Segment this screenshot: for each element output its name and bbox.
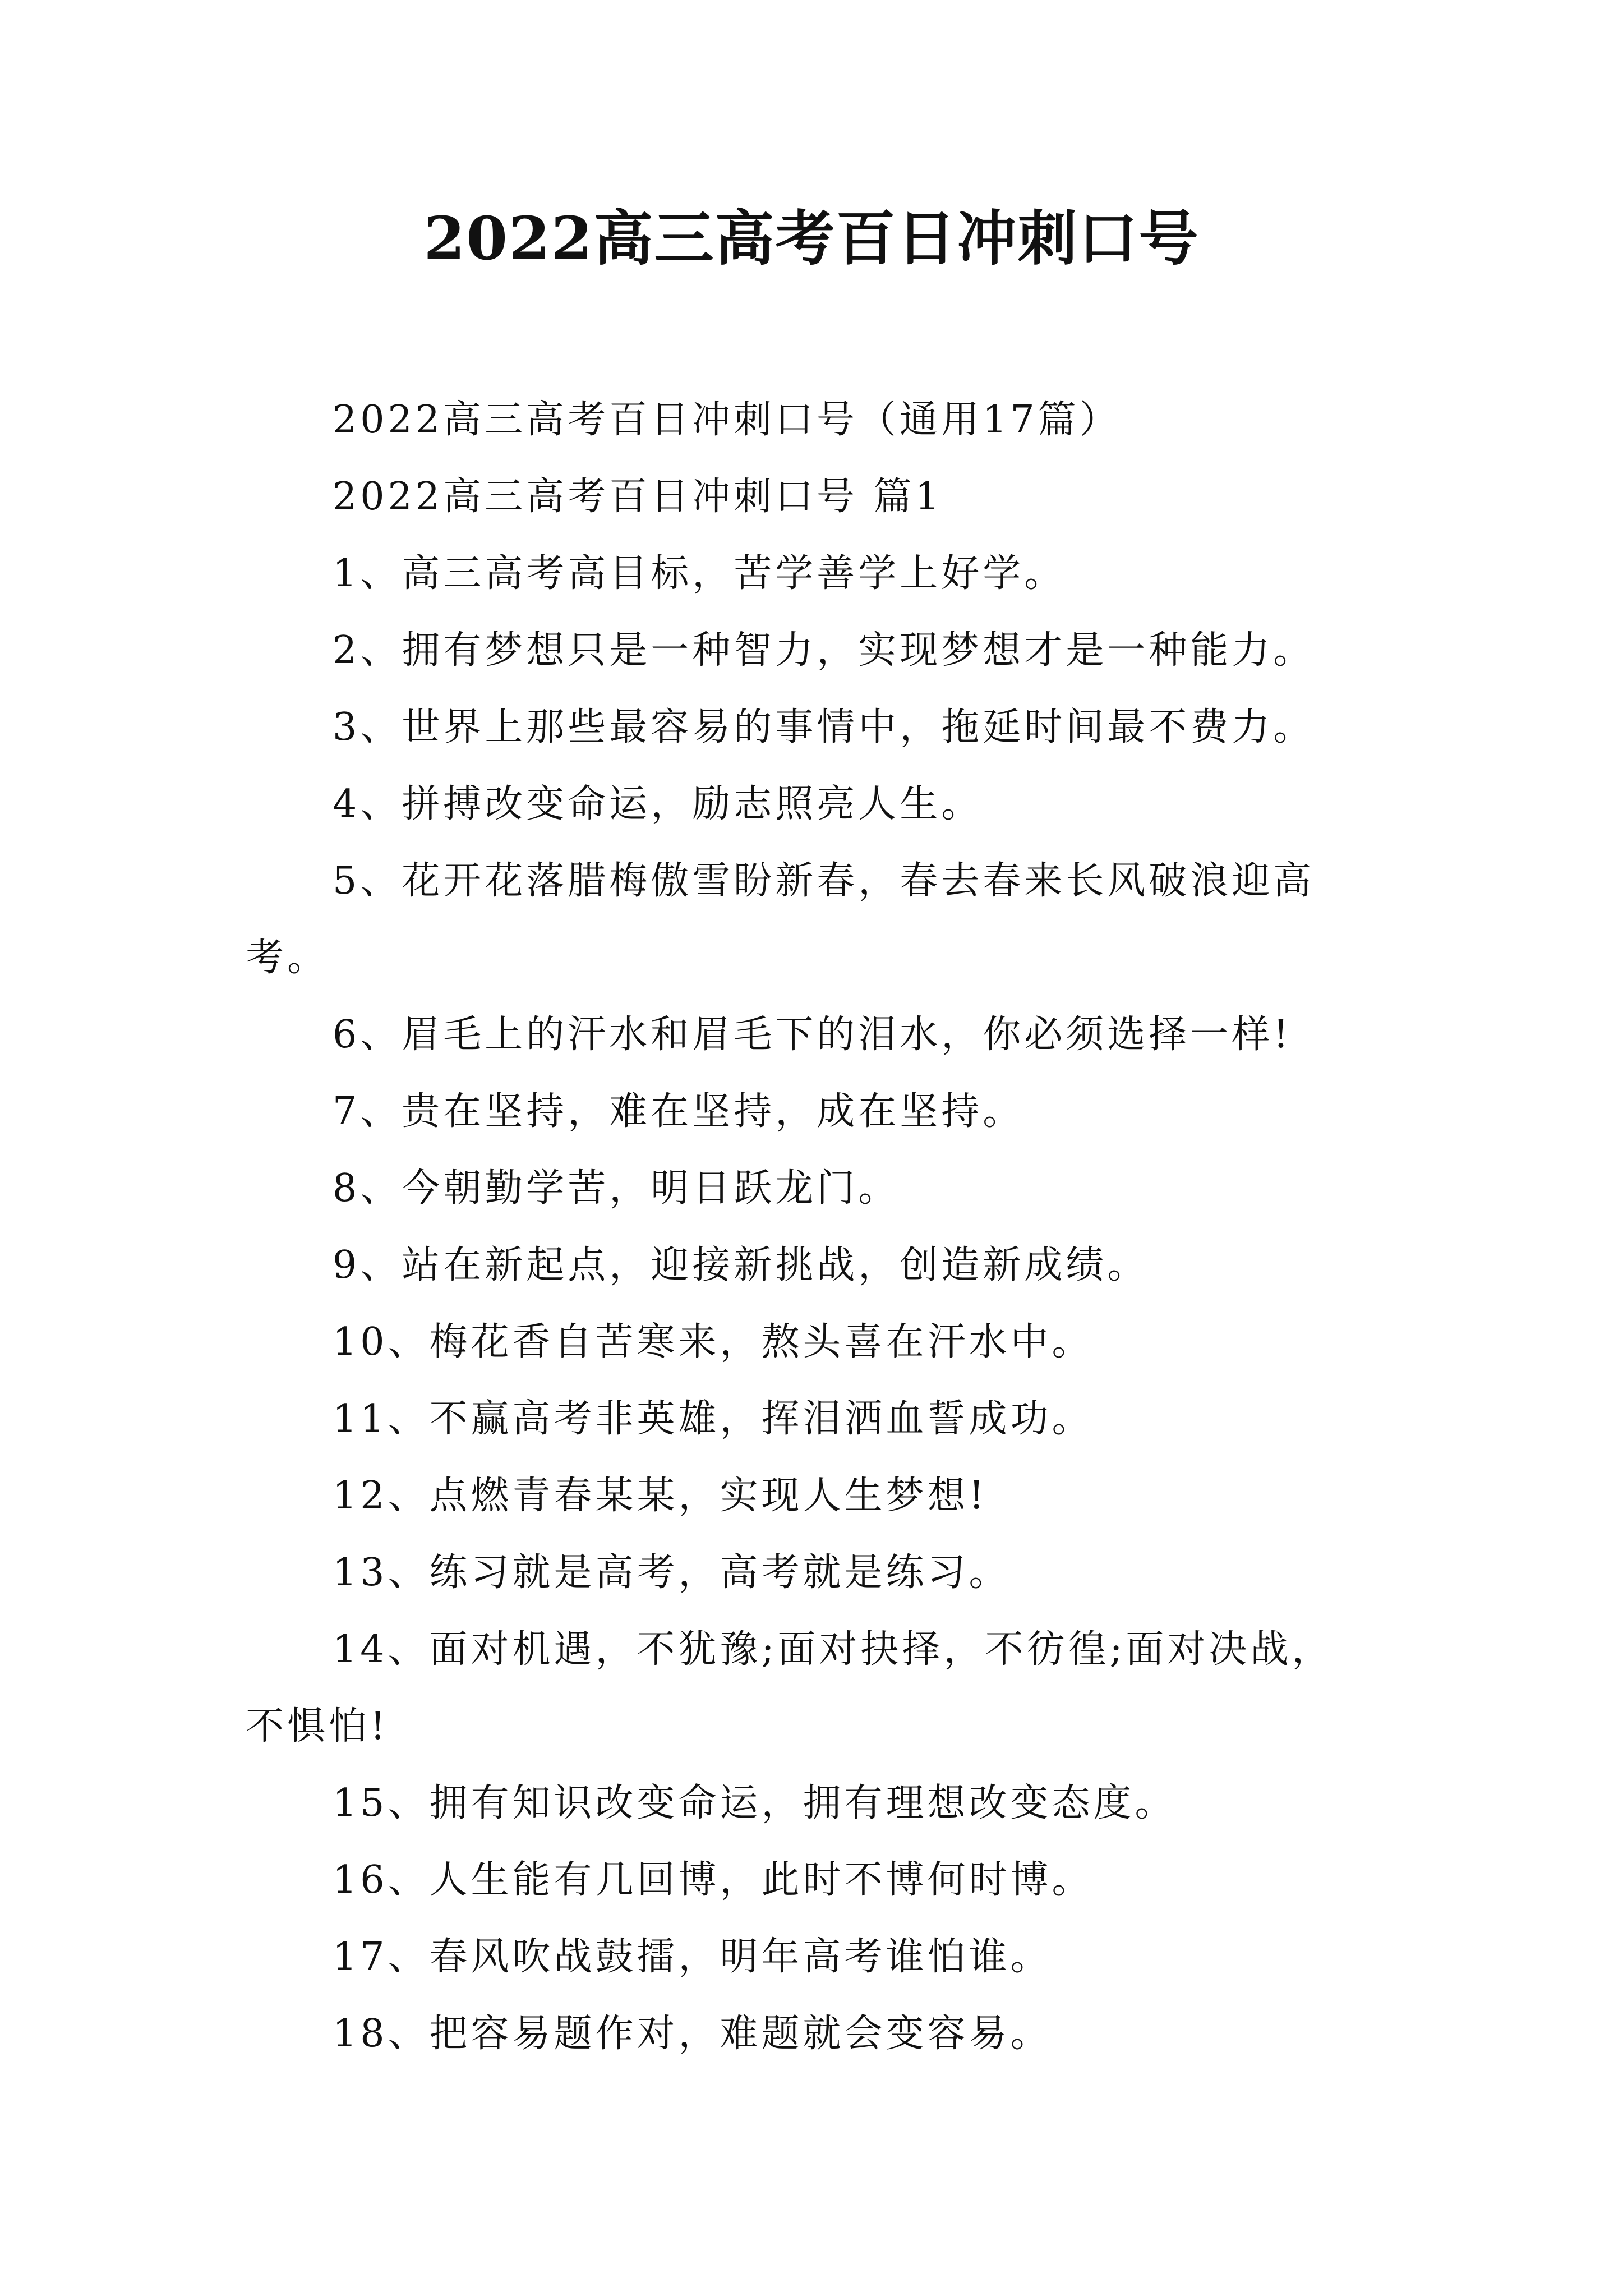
- paragraph-continuation: 考。: [246, 936, 329, 980]
- paragraph-line: 9、站在新起点，迎接新挑战，创造新成绩。: [333, 1243, 1149, 1287]
- paragraph-line: 2、拥有梦想只是一种智力，实现梦想才是一种能力。: [333, 628, 1315, 673]
- paragraph-line: 12、点燃青春某某，实现人生梦想!: [333, 1474, 988, 1518]
- paragraph-line: 5、花开花落腊梅傲雪盼新春，春去春来长风破浪迎高: [333, 859, 1315, 903]
- paragraph-line: 18、把容易题作对，难题就会变容易。: [333, 2012, 1052, 2056]
- paragraph-line: 2022高三高考百日冲刺口号（通用17篇）: [333, 398, 1121, 442]
- paragraph-line: 10、梅花香自苦寒来，熬头喜在汗水中。: [333, 1320, 1094, 1364]
- paragraph-line: 6、眉毛上的汗水和眉毛下的泪水，你必须选择一样!: [333, 1013, 1292, 1057]
- paragraph-line: 3、世界上那些最容易的事情中，拖延时间最不费力。: [333, 705, 1315, 749]
- paragraph-line: 11、不赢高考非英雄，挥泪洒血誓成功。: [333, 1397, 1094, 1441]
- paragraph-line: 17、春风吹战鼓擂，明年高考谁怕谁。: [333, 1935, 1052, 1979]
- paragraph-line: 15、拥有知识改变命运，拥有理想改变态度。: [333, 1781, 1177, 1825]
- paragraph-line: 13、练习就是高考，高考就是练习。: [333, 1550, 1011, 1595]
- paragraph-line: 1、高三高考高目标，苦学善学上好学。: [333, 551, 1066, 596]
- paragraph-line: 14、面对机遇，不犹豫;面对抉择，不彷徨;面对决战，: [333, 1627, 1334, 1672]
- paragraph-continuation: 不惧怕!: [246, 1704, 389, 1749]
- document-title: 2022高三高考百日冲刺口号: [423, 203, 1200, 273]
- paragraph-line: 4、拼搏改变命运，励志照亮人生。: [333, 782, 983, 826]
- paragraph-line: 16、人生能有几回博，此时不博何时博。: [333, 1858, 1094, 1902]
- paragraph-line: 8、今朝勤学苦，明日跃龙门。: [333, 1166, 900, 1211]
- paragraph-line: 2022高三高考百日冲刺口号 篇1: [333, 475, 943, 519]
- document-body: [246, 381, 1390, 2072]
- paragraph-line: 7、贵在坚持，难在坚持，成在坚持。: [333, 1089, 1025, 1134]
